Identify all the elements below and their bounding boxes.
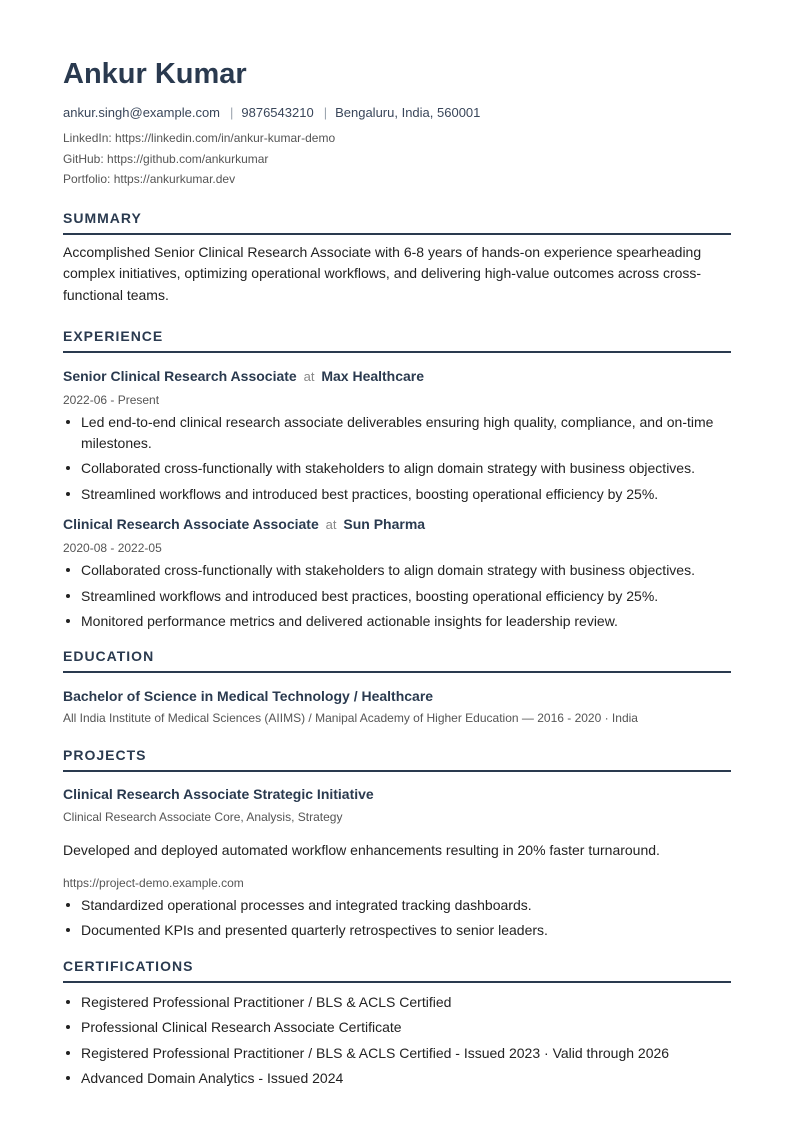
job-at: at (303, 369, 315, 384)
project-description: Developed and deployed automated workflow enhancements resulting in 20% faster turnaround. (63, 841, 660, 858)
github-link[interactable]: GitHub: https://github.com/ankurkumar (63, 151, 269, 166)
candidate-name: Ankur Kumar (63, 58, 247, 90)
summary-section (63, 210, 731, 307)
job-company: Sun Pharma (343, 516, 426, 532)
certification-item: Advanced Domain Analytics - Issued 2024 (63, 1068, 731, 1089)
contact-line (63, 104, 731, 122)
project-title: Clinical Research Associate Strategic Initiative (63, 785, 374, 802)
experience-section (63, 328, 731, 632)
project-bullets (63, 895, 731, 941)
section-title: EDUCATION (63, 648, 731, 673)
job-role: Clinical Research Associate Associate (63, 516, 319, 532)
section-title: CERTIFICATIONS (63, 958, 731, 983)
portfolio-link[interactable]: Portfolio: https://ankurkumar.dev (63, 172, 236, 186)
certification-item: Registered Professional Practitioner / BLS & ACLS Certified (63, 992, 731, 1013)
job-bullets (63, 412, 731, 504)
projects-section (63, 747, 731, 941)
section-title: EXPERIENCE (63, 328, 731, 353)
certification-item: Registered Professional Practitioner / BLS & ACLS Certified - Issued 2023 · Valid through 2026 (63, 1043, 731, 1064)
job-bullets (63, 560, 731, 632)
job-heading (63, 366, 731, 387)
phone-text: 9876543210 (241, 105, 314, 120)
location-text: Bengaluru, India, 560001 (335, 105, 481, 120)
education-meta: All India Institute of Medical Sciences (AIIMS) / Manipal Academy of Higher Education — 2016 - 2020 · India (63, 710, 638, 725)
bullet-item: Collaborated cross-functionally with stakeholders to align domain strategy with business objectives. (63, 458, 731, 479)
job-at: at (325, 517, 337, 532)
education-degree: Bachelor of Science in Medical Technology / Healthcare (63, 687, 434, 704)
job-heading (63, 514, 731, 535)
certification-list (63, 992, 731, 1089)
project-tags: Clinical Research Associate Core, Analysis, Strategy (63, 809, 343, 824)
job-company: Max Healthcare (321, 368, 425, 384)
bullet-item: Led end-to-end clinical research associate deliverables ensuring high quality, compliance, and on-time milestones. (63, 412, 731, 453)
bullet-item: Streamlined workflows and introduced best practices, boosting operational efficiency by 25%. (63, 484, 731, 505)
email-link[interactable]: ankur.singh@example.com (63, 105, 220, 120)
certification-item: Professional Clinical Research Associate Certificate (63, 1017, 731, 1038)
certifications-section (63, 958, 731, 1089)
bullet-item: Collaborated cross-functionally with stakeholders to align domain strategy with business objectives. (63, 560, 731, 581)
contact-separator: | (323, 105, 328, 120)
summary-text: Accomplished Senior Clinical Research Associate with 6-8 years of hands-on experience spearheading complex initiatives, optimizing operational workflows, and delivering high-value outcomes across cross-functional teams. (63, 243, 702, 303)
contact-separator: | (230, 105, 234, 120)
project-link[interactable]: https://project-demo.example.com (63, 875, 244, 890)
linkedin-link[interactable]: LinkedIn: https://linkedin.com/in/ankur-kumar-demo (63, 131, 336, 145)
job-dates: 2020-08 - 2022-05 (63, 541, 162, 555)
education-section (63, 648, 731, 726)
bullet-item: Standardized operational processes and integrated tracking dashboards. (63, 895, 731, 916)
section-title: PROJECTS (63, 747, 731, 772)
job-entry (63, 366, 731, 504)
job-dates: 2022-06 - Present (63, 393, 160, 407)
bullet-item: Documented KPIs and presented quarterly retrospectives to senior leaders. (63, 920, 731, 941)
job-role: Senior Clinical Research Associate (63, 368, 297, 384)
job-entry (63, 514, 731, 632)
bullet-item: Monitored performance metrics and delivered actionable insights for leadership review. (63, 611, 731, 632)
bullet-item: Streamlined workflows and introduced best practices, boosting operational efficiency by 25%. (63, 586, 731, 607)
profile-links (63, 128, 731, 190)
section-title: SUMMARY (63, 210, 731, 235)
